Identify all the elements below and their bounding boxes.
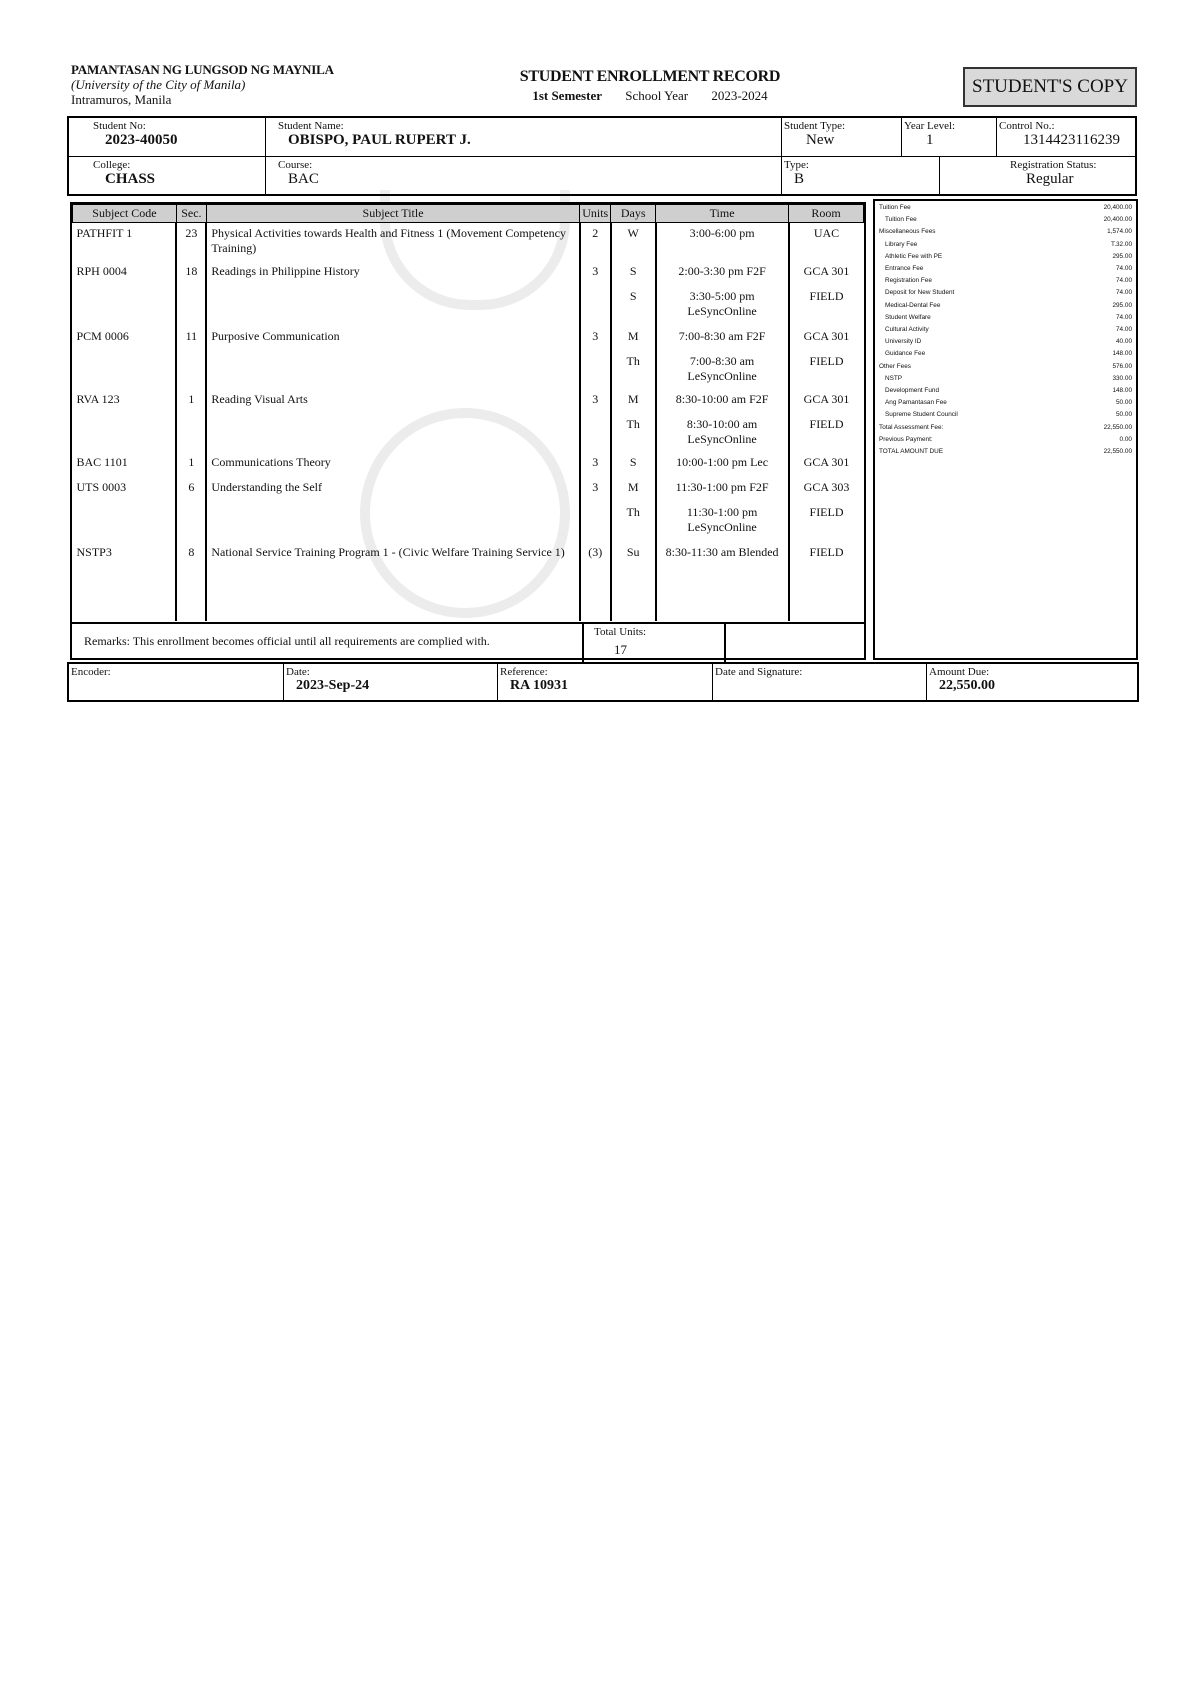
cell-time: 3:00-6:00 pm [656,223,789,261]
students-copy-badge: STUDENT'S COPY [963,67,1137,107]
semester: 1st Semester [532,88,602,103]
table-row [73,351,864,389]
table-row [73,261,864,286]
reference-cell [498,664,713,700]
cell-code: UTS 0003 [76,479,127,494]
header-subject-code: Subject Code [73,205,177,223]
cell-days: M [611,326,656,351]
fee-amount: 22,550.00 [1103,448,1132,456]
table-row [73,223,864,261]
school-year-label: School Year [625,88,689,103]
cell-time: 7:00-8:30 am LeSyncOnline [656,351,789,389]
fee-amount: 74.00 [1116,326,1132,334]
cell-code: NSTP3 [76,544,112,559]
course-cell [266,157,782,194]
cell-sec [176,351,206,389]
cell-units [580,351,611,389]
fee-row [879,361,1132,373]
fee-row [879,446,1132,458]
fee-label: Medical-Dental Fee [885,301,941,309]
student-type-cell [782,118,902,156]
fee-label: NSTP [885,374,903,382]
school-year: 2023-2024 [711,88,768,103]
remarks-text: Remarks: This enrollment becomes official until all requirements are complied with. [84,634,490,648]
university-name: PAMANTASAN NG LUNGSOD NG MAYNILA [71,62,334,77]
date-signature-label: Date and Signature: [715,666,803,678]
cell-time: 7:00-8:30 am F2F [656,326,789,351]
control-no-cell [997,118,1135,156]
cell-units: (3) [580,542,611,615]
fee-amount: 50.00 [1116,399,1132,407]
cell-units: 2 [580,223,611,261]
cell-room: UAC [789,223,864,261]
header-days: Days [611,205,656,223]
record-title: STUDENT ENROLLMENT RECORD [519,68,781,85]
header-units: Units [580,205,611,223]
fee-label: Tuition Fee [879,204,911,211]
fee-label: Registration Fee [885,277,932,285]
fees-panel [873,199,1138,660]
table-row [73,414,864,452]
fee-amount: 40.00 [1116,338,1132,346]
cell-units [580,286,611,326]
cell-days: S [611,452,656,477]
cell-days: Th [611,351,656,389]
cell-days: M [611,389,656,414]
fee-label: TOTAL AMOUNT DUE [879,448,944,456]
cell-days: Th [611,502,656,542]
cell-room: FIELD [789,542,864,615]
fee-label: Miscellaneous Fees [879,228,936,236]
total-units: 17 [614,642,627,657]
table-row [73,286,864,326]
cell-time: 3:30-5:00 pm LeSyncOnline [656,286,789,326]
cell-code [73,502,177,542]
college: CHASS [105,171,156,187]
cell-title: Understanding the Self [206,477,579,502]
filler-cell [656,615,789,621]
student-name: OBISPO, PAUL RUPERT J. [288,132,471,148]
student-name-cell [266,118,782,156]
fee-label: Guidance Fee [885,350,926,358]
record-title-block [470,68,830,104]
semester-line [470,88,830,104]
cell-title [206,414,579,452]
fee-amount: 1,574.00 [1107,228,1132,236]
student-no-cell [69,118,266,156]
reg-status: Regular [1026,171,1074,187]
course: BAC [288,171,319,187]
filler-cell [580,615,611,621]
fee-row [879,409,1132,421]
cell-room: FIELD [789,414,864,452]
reference-label: Reference: [500,666,548,678]
fee-label: Entrance Fee [885,265,924,273]
fee-amount: 295.00 [1112,301,1132,309]
reg-status-cell [940,157,1135,194]
cell-days: S [611,261,656,286]
university-header [71,62,334,107]
header-room: Room [789,205,864,223]
fee-row [879,312,1132,324]
cell-days: W [611,223,656,261]
subjects-body [73,223,864,621]
table-row [73,452,864,477]
cell-room: FIELD [789,351,864,389]
reg-status-label: Registration Status: [1010,159,1097,171]
fee-amount: 74.00 [1116,265,1132,273]
cell-time: 8:30-11:30 am Blended [656,542,789,615]
header-sec: Sec. [176,205,206,223]
cell-room: GCA 301 [789,261,864,286]
fee-row [879,263,1132,275]
cell-sec: 6 [176,477,206,502]
fee-amount: 74.00 [1116,313,1132,321]
fee-label: Tuition Fee [885,216,917,224]
encoder-cell [69,664,284,700]
cell-room: GCA 303 [789,477,864,502]
cell-units: 3 [580,477,611,502]
fee-amount: 74.00 [1116,289,1132,297]
table-row [73,502,864,542]
fee-label: Total Assessment Fee: [879,423,944,431]
filler-cell [789,615,864,621]
filler-cell [73,615,177,621]
cell-sec [176,286,206,326]
fee-row [879,336,1132,348]
cell-title: Reading Visual Arts [206,389,579,414]
fee-amount: 330.00 [1112,374,1132,382]
table-row [73,389,864,414]
year-level: 1 [926,132,934,148]
cell-title [206,286,579,326]
college-cell [69,157,266,194]
cell-time: 8:30-10:00 am F2F [656,389,789,414]
fee-row [879,214,1132,226]
amount-due-cell [927,664,1137,700]
date-cell [284,664,498,700]
total-units-cell [582,624,726,662]
cell-time: 11:30-1:00 pm LeSyncOnline [656,502,789,542]
fee-amount: T.32.00 [1111,240,1132,248]
fee-amount: 148.00 [1112,350,1132,358]
total-units-label: Total Units: [594,626,647,638]
cell-sec: 1 [176,452,206,477]
cell-time: 10:00-1:00 pm Lec [656,452,789,477]
amount-due: 22,550.00 [939,678,995,693]
cell-room: GCA 301 [789,326,864,351]
cell-days: Th [611,414,656,452]
fee-amount: 295.00 [1112,252,1132,260]
cell-title: Readings in Philippine History [206,261,579,286]
cell-code [73,286,177,326]
cell-room: FIELD [789,286,864,326]
cell-code: RVA 123 [76,391,120,406]
cell-room: GCA 301 [789,389,864,414]
control-no-label: Control No.: [999,120,1055,132]
university-address: Intramuros, Manila [71,92,172,107]
cell-title: Physical Activities towards Health and Fitness 1 (Movement Competency Training) [206,223,579,261]
fee-amount: 22,550.00 [1103,423,1132,431]
college-label: College: [93,159,131,171]
cell-sec: 23 [176,223,206,261]
cell-room: GCA 301 [789,452,864,477]
header-subject-title: Subject Title [206,205,579,223]
cell-title [206,351,579,389]
encoder-label: Encoder: [71,666,111,678]
fee-row [879,275,1132,287]
student-no: 2023-40050 [105,132,178,148]
fee-row [879,348,1132,360]
cell-title [206,502,579,542]
remarks-row [72,622,864,662]
fee-label: Development Fund [885,387,939,395]
fee-row [879,434,1132,446]
year-level-label: Year Level: [904,120,956,132]
fee-label: Supreme Student Council [885,411,958,419]
fee-row [879,239,1132,251]
fee-label: Other Fees [879,362,911,370]
filler-cell [611,615,656,621]
cell-time: 2:00-3:30 pm F2F [656,261,789,286]
fee-row [879,251,1132,263]
cell-room: FIELD [789,502,864,542]
fee-amount: 74.00 [1116,277,1132,285]
cell-sec: 18 [176,261,206,286]
cell-title: Communications Theory [206,452,579,477]
cell-sec [176,414,206,452]
fee-label: Deposit for New Student [885,289,955,297]
fee-amount: 0.00 [1119,435,1132,443]
cell-units: 3 [580,452,611,477]
fee-row [879,324,1132,336]
cell-title: National Service Training Program 1 - (Civic Welfare Training Service 1) [206,542,579,615]
cell-units [580,414,611,452]
fee-row [879,202,1132,214]
fee-label: Library Fee [885,240,918,248]
fee-row [879,373,1132,385]
cell-units: 3 [580,326,611,351]
filler-row [73,615,864,621]
cell-title: Purposive Communication [206,326,579,351]
fee-label: Previous Payment: [879,435,933,443]
table-row [73,326,864,351]
fee-label: University ID [885,338,922,346]
filler-cell [176,615,206,621]
fee-row [879,397,1132,409]
cell-units [580,502,611,542]
table-row [73,477,864,502]
header-time: Time [656,205,789,223]
cell-time: 8:30-10:00 am LeSyncOnline [656,414,789,452]
fee-row [879,422,1132,434]
type: B [794,171,805,187]
cell-time: 11:30-1:00 pm F2F [656,477,789,502]
cell-days: S [611,286,656,326]
date: 2023-Sep-24 [296,678,370,693]
fee-amount: 576.00 [1112,362,1132,370]
fee-amount: 20,400.00 [1103,216,1132,224]
fee-amount: 20,400.00 [1103,204,1132,211]
student-no-label: Student No: [93,120,146,132]
fee-label: Student Welfare [885,313,931,321]
cell-code: PCM 0006 [76,328,129,343]
student-type-label: Student Type: [784,120,846,132]
subjects-grid [72,204,864,621]
subjects-table [70,202,866,660]
cell-code [73,414,177,452]
date-signature-cell [713,664,927,700]
table-row [73,542,864,615]
type-label: Type: [784,159,809,171]
fee-label: Ang Pamantasan Fee [885,399,947,407]
date-label: Date: [286,666,310,678]
year-level-cell [902,118,997,156]
university-english: (University of the City of Manila) [71,77,246,92]
student-name-label: Student Name: [278,120,344,132]
fee-row [879,385,1132,397]
type-cell [782,157,940,194]
cell-sec: 1 [176,389,206,414]
cell-units: 3 [580,261,611,286]
filler-cell [206,615,579,621]
cell-code [73,351,177,389]
cell-units: 3 [580,389,611,414]
cell-days: M [611,477,656,502]
cell-sec: 8 [176,542,206,615]
cell-code: RPH 0004 [76,263,127,278]
cell-sec [176,502,206,542]
fee-label: Athletic Fee with PE [885,252,943,260]
fee-amount: 148.00 [1112,387,1132,395]
fee-label: Cultural Activity [885,326,929,334]
cell-code: BAC 1101 [76,454,128,469]
fee-row [879,287,1132,299]
subjects-header-row [73,205,864,223]
cell-days: Su [611,542,656,615]
student-type: New [806,132,835,148]
footer-block [67,662,1139,702]
student-info-block [67,116,1137,196]
cell-sec: 11 [176,326,206,351]
amount-due-label: Amount Due: [929,666,990,678]
control-no: 1314423116239 [1023,132,1120,148]
fee-row [879,300,1132,312]
course-label: Course: [278,159,313,171]
fee-amount: 50.00 [1116,411,1132,419]
fee-row [879,226,1132,238]
cell-code: PATHFIT 1 [76,226,133,240]
reference: RA 10931 [510,678,568,693]
